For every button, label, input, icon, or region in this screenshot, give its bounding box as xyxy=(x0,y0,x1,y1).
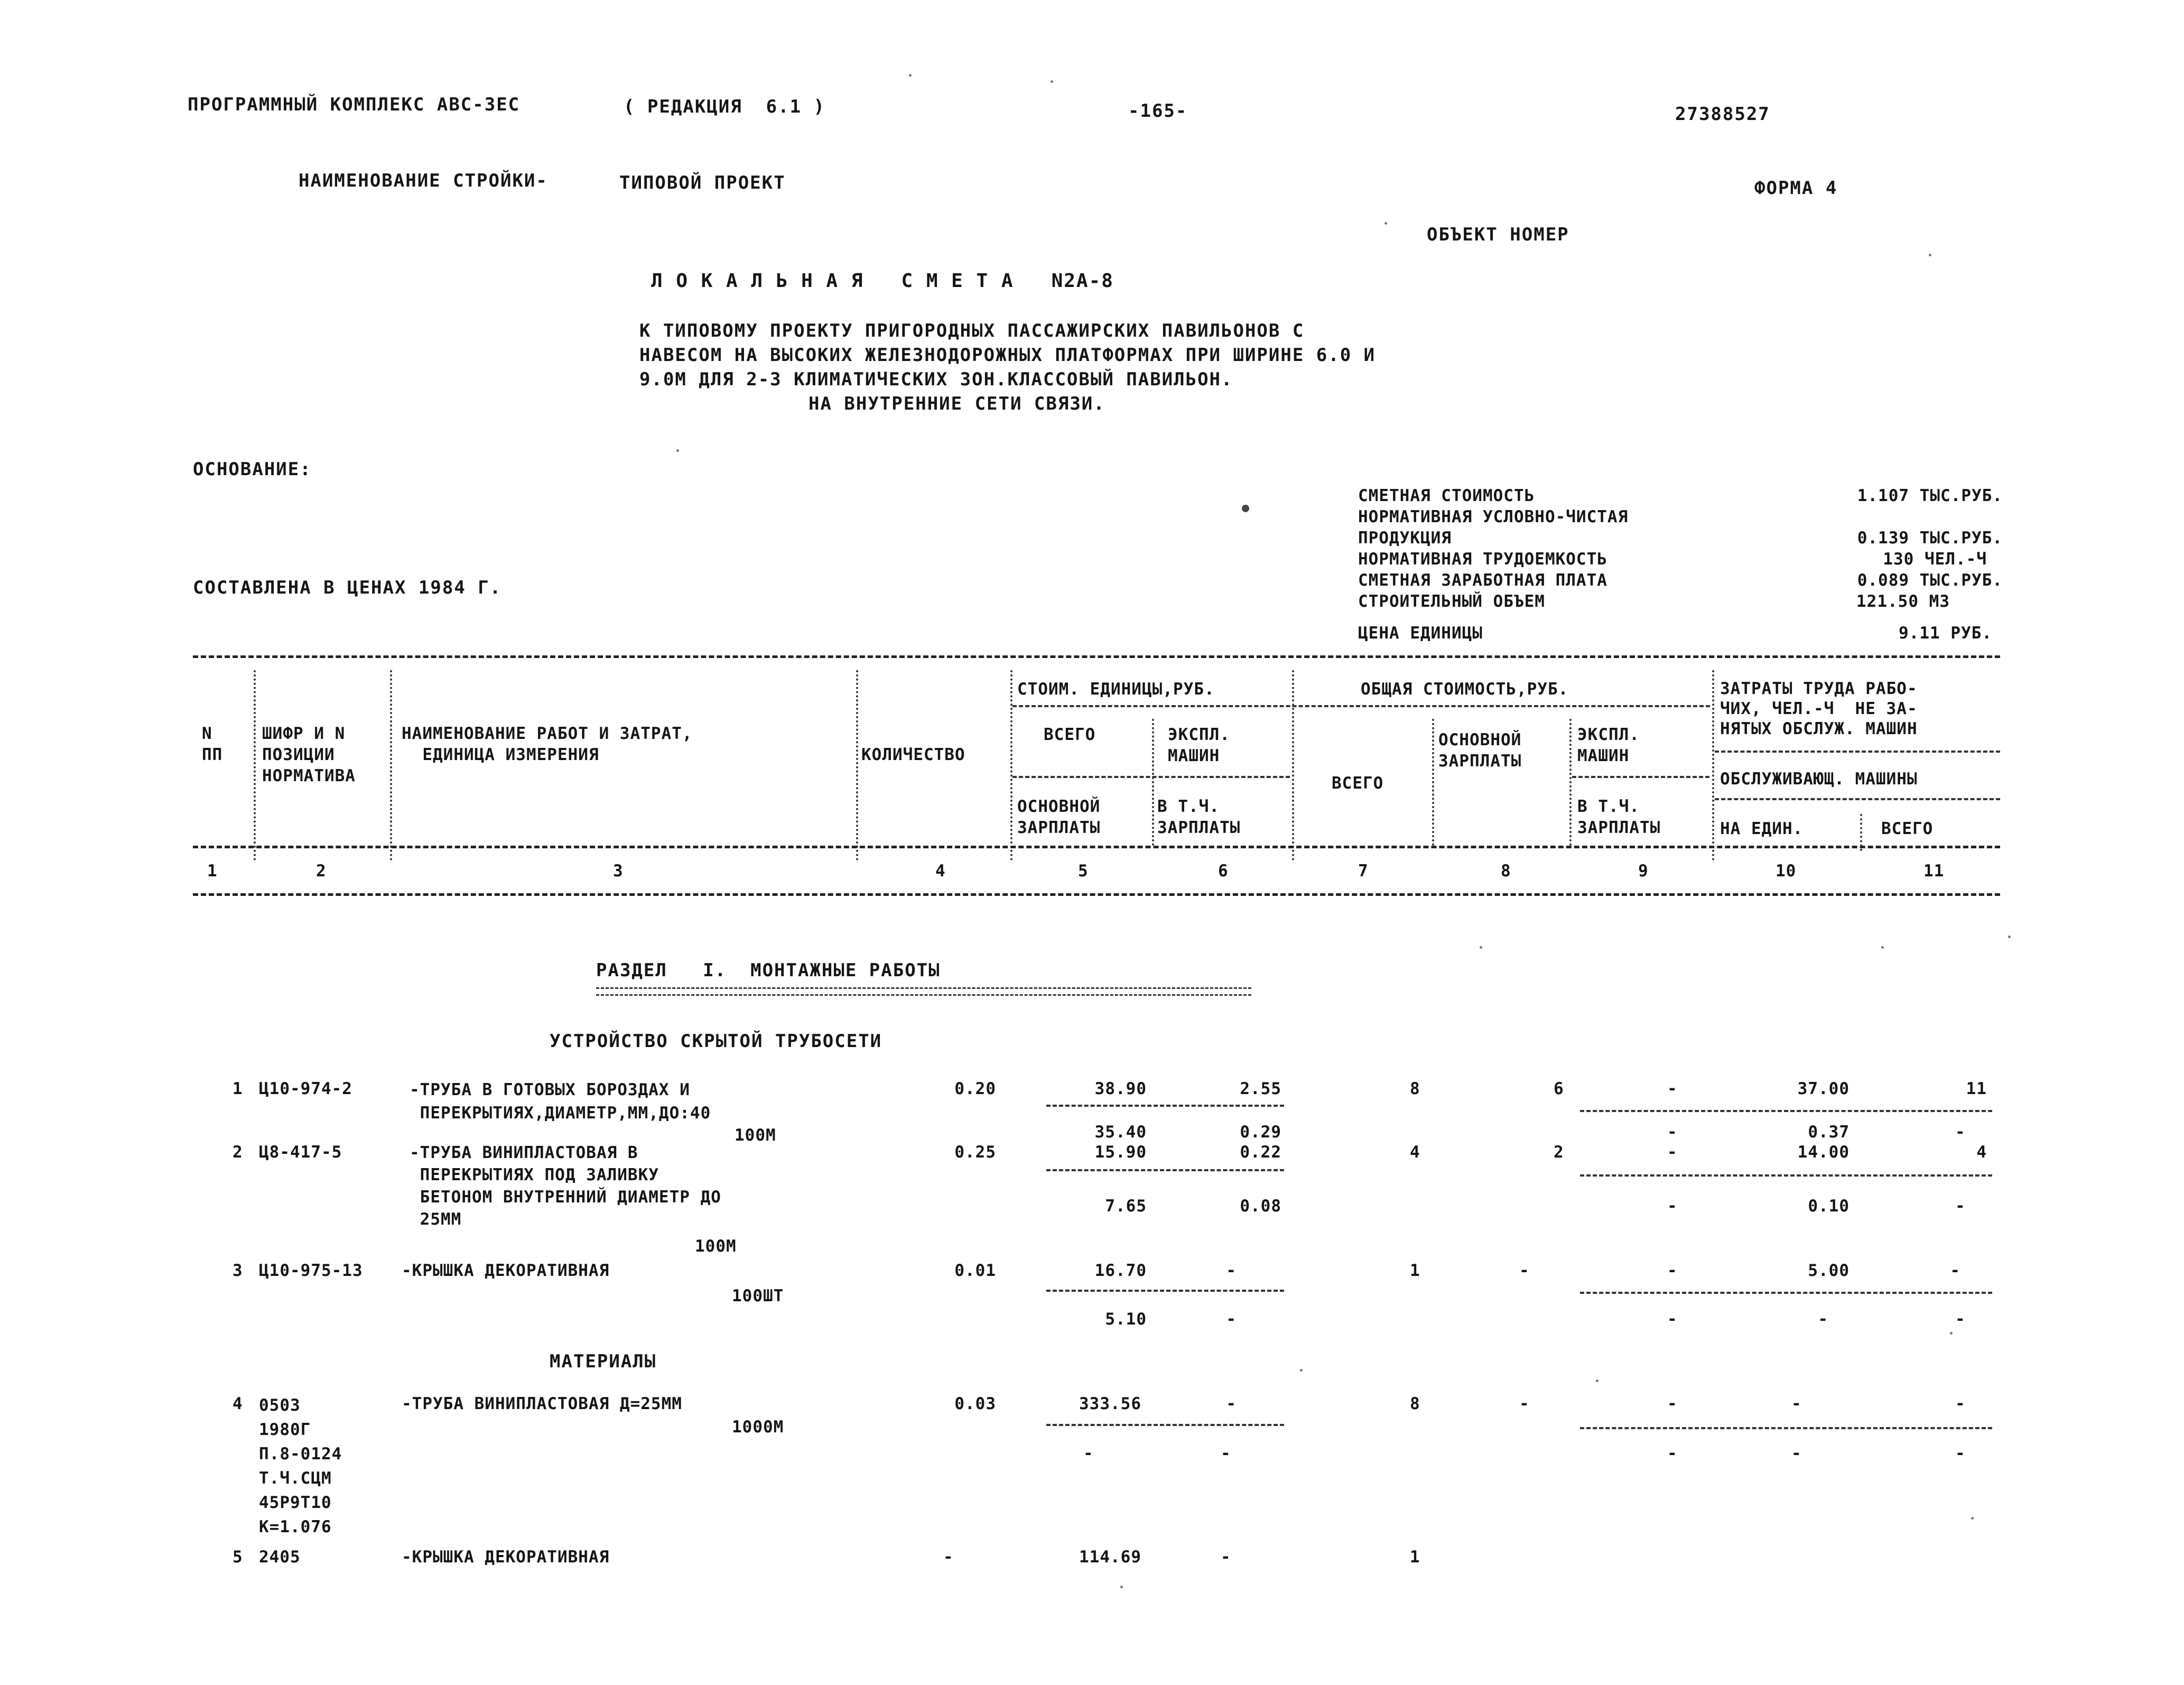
row-dash: - xyxy=(1667,1310,1678,1329)
labor-machine-header: ОБСЛУЖИВАЮЩ. МАШИНЫ xyxy=(1720,770,1918,789)
unit-cost-header: СТОИМ. ЕДИНИЦЫ,РУБ. xyxy=(1017,680,1215,699)
labor-unit-header: НА ЕДИН. xyxy=(1720,819,1804,838)
row-unit: 100М xyxy=(735,1126,776,1145)
scan-speck xyxy=(1051,80,1053,83)
row-labor-unit: 37.00 xyxy=(1797,1079,1850,1098)
summary-value: 130 ЧЕЛ.-Ч xyxy=(1883,550,1987,569)
scan-speck xyxy=(1881,946,1884,949)
scan-speck xyxy=(1480,946,1482,949)
scan-speck xyxy=(2008,936,2011,938)
scan-speck xyxy=(1596,1380,1598,1382)
column-divider xyxy=(856,670,858,860)
table-top-rule xyxy=(193,655,2000,658)
column-divider xyxy=(1292,670,1294,860)
row-unit-total: 114.69 xyxy=(1079,1548,1141,1567)
scan-speck xyxy=(1929,254,1931,256)
row-quantity: 0.01 xyxy=(954,1261,996,1280)
summary-value: 9.11 РУБ. xyxy=(1899,624,1992,643)
row-unit-machine: 0.22 xyxy=(1240,1143,1281,1162)
col-header-3: НАИМЕНОВАНИЕ РАБОТ И ЗАТРАТ, ЕДИНИЦА ИЗМЕРЕНИЯ xyxy=(402,724,693,764)
materials-title: МАТЕРИАЛЫ xyxy=(550,1351,657,1372)
row-name: -КРЫШКА ДЕКОРАТИВНАЯ xyxy=(402,1548,610,1567)
row-unit-incl-salary: 0.29 xyxy=(1240,1123,1281,1142)
header-rule xyxy=(1715,798,2000,800)
row-rule xyxy=(1046,1169,1284,1171)
scan-speck xyxy=(1300,1369,1303,1372)
row-rule xyxy=(1580,1110,1992,1112)
row-rule xyxy=(1580,1174,1992,1177)
row-number: 4 xyxy=(233,1394,243,1413)
total-base-salary-header: ОСНОВНОЙ ЗАРПЛАТЫ xyxy=(1438,730,1522,771)
estimate-title: Л О К А Л Ь Н А Я С М Е Т А N2А-8 xyxy=(651,270,1114,292)
summary-label: НОРМАТИВНАЯ ТРУДОЕМКОСТЬ xyxy=(1358,550,1607,569)
row-total-base-salary: - xyxy=(1519,1261,1530,1280)
row-unit-machine: - xyxy=(1221,1548,1231,1567)
col-number: 10 xyxy=(1776,862,1797,881)
unit-machine-header: ЭКСПЛ. МАШИН xyxy=(1168,725,1230,765)
row-unit-total: 38.90 xyxy=(1094,1079,1147,1098)
section-title: РАЗДЕЛ I. МОНТАЖНЫЕ РАБОТЫ xyxy=(596,960,941,981)
section-underline xyxy=(596,987,1251,996)
row-labor-unit-b: - xyxy=(1818,1310,1828,1329)
row-unit-incl-salary: - xyxy=(1226,1310,1237,1329)
row-unit-total: 16.70 xyxy=(1094,1261,1147,1280)
row-total-base-salary: 2 xyxy=(1554,1143,1564,1162)
column-divider xyxy=(1010,670,1012,860)
row-unit-machine: 2.55 xyxy=(1240,1079,1281,1098)
row-labor-total: - xyxy=(1950,1261,1960,1280)
unit-base-salary-header: ОСНОВНОЙ ЗАРПЛАТЫ xyxy=(1017,797,1101,837)
row-code: 0503 1980Г П.8-0124 Т.Ч.СЦМ 45Р9Т10 К=1.076 xyxy=(259,1396,342,1536)
summary-value: 0.139 ТЫС.РУБ. xyxy=(1857,529,2003,548)
prices-year: СОСТАВЛЕНА В ЦЕНАХ 1984 Г. xyxy=(193,577,502,598)
subsection-title: УСТРОЙСТВО СКРЫТОЙ ТРУБОСЕТИ xyxy=(550,1031,882,1052)
row-code: Ц8-417-5 xyxy=(259,1143,342,1162)
row-total-base-salary: - xyxy=(1519,1394,1530,1413)
row-labor-unit: 14.00 xyxy=(1797,1143,1850,1162)
col-number: 8 xyxy=(1501,862,1511,881)
col-number: 9 xyxy=(1638,862,1649,881)
row-unit-base-salary: 35.40 xyxy=(1094,1123,1147,1142)
col-header-2: ШИФР И N ПОЗИЦИИ НОРМАТИВА xyxy=(262,724,356,785)
header-numbers-top-rule xyxy=(193,846,2000,848)
summary-value: 1.107 ТЫС.РУБ. xyxy=(1857,486,2003,505)
row-dash: - xyxy=(1955,1123,1966,1142)
row-number: 1 xyxy=(233,1079,243,1098)
row-dash: - xyxy=(1955,1310,1966,1329)
row-total: 8 xyxy=(1410,1079,1420,1098)
row-labor-unit: 5.00 xyxy=(1808,1261,1850,1280)
unit-total-header: ВСЕГО xyxy=(1044,725,1096,744)
row-labor-unit-b: - xyxy=(1791,1444,1802,1463)
construction-value: ТИПОВОЙ ПРОЕКТ xyxy=(619,172,786,193)
row-total: 1 xyxy=(1410,1261,1420,1280)
row-total-machine: - xyxy=(1667,1143,1678,1162)
row-labor-unit-b: 0.10 xyxy=(1808,1197,1850,1216)
col-number: 6 xyxy=(1218,862,1229,881)
total-all-header: ВСЕГО xyxy=(1332,774,1384,793)
col-number: 4 xyxy=(935,862,946,881)
labor-total-header: ВСЕГО xyxy=(1881,819,1934,838)
row-name: -ТРУБА ВИНИПЛАСТОВАЯ Д=25ММ xyxy=(402,1394,682,1413)
summary-label: СМЕТНАЯ ЗАРАБОТНАЯ ПЛАТА xyxy=(1358,571,1607,590)
form-number: ФОРМА 4 xyxy=(1754,178,1838,199)
row-quantity: 0.03 xyxy=(954,1394,996,1413)
header-rule xyxy=(1715,751,2000,753)
row-rule xyxy=(1046,1105,1284,1107)
summary-label: НОРМАТИВНАЯ УСЛОВНО-ЧИСТАЯ xyxy=(1358,507,1629,526)
row-unit: 100ШТ xyxy=(732,1286,784,1306)
summary-label: ЦЕНА ЕДИНИЦЫ xyxy=(1358,624,1483,643)
edition: ( РЕДАКЦИЯ 6.1 ) xyxy=(624,96,825,117)
total-incl-salary-header: В Т.Ч. ЗАРПЛАТЫ xyxy=(1577,797,1661,837)
col-number: 2 xyxy=(316,862,327,881)
row-name: -КРЫШКА ДЕКОРАТИВНАЯ xyxy=(402,1261,610,1280)
row-code: Ц10-974-2 xyxy=(259,1079,352,1098)
row-unit-base-salary: - xyxy=(1083,1444,1094,1463)
row-quantity: 0.20 xyxy=(954,1079,996,1098)
row-dash: - xyxy=(1955,1444,1966,1463)
column-divider xyxy=(1569,719,1572,846)
total-machine-header: ЭКСПЛ. МАШИН xyxy=(1577,725,1640,765)
summary-label: СТРОИТЕЛЬНЫЙ ОБЪЕМ xyxy=(1358,592,1545,611)
row-number: 5 xyxy=(233,1548,243,1567)
page-number: -165- xyxy=(1128,100,1188,122)
row-quantity: 0.25 xyxy=(954,1143,996,1162)
col-number: 11 xyxy=(1923,862,1945,881)
unit-incl-salary-header: В Т.Ч. ЗАРПЛАТЫ xyxy=(1157,797,1241,837)
header-rule xyxy=(1572,776,1709,778)
row-unit-base-salary: 5.10 xyxy=(1105,1310,1147,1329)
scan-speck xyxy=(1120,1586,1123,1588)
col-number: 7 xyxy=(1358,862,1369,881)
row-labor-unit: - xyxy=(1791,1394,1802,1413)
row-unit-total: 333.56 xyxy=(1079,1394,1141,1413)
scan-speck xyxy=(1384,222,1387,225)
title-line-1: К ТИПОВОМУ ПРОЕКТУ ПРИГОРОДНЫХ ПАССАЖИРСКИХ ПАВИЛЬОНОВ С xyxy=(639,320,1305,341)
scan-speck xyxy=(1242,505,1249,512)
row-unit-machine: - xyxy=(1226,1394,1237,1413)
row-unit-incl-salary: 0.08 xyxy=(1240,1197,1281,1216)
row-labor-total: 11 xyxy=(1966,1079,1987,1098)
row-labor-unit-b: 0.37 xyxy=(1808,1123,1850,1142)
col-header-4: КОЛИЧЕСТВО xyxy=(861,745,965,764)
row-labor-total: 4 xyxy=(1976,1143,1987,1162)
row-rule xyxy=(1580,1427,1992,1429)
row-code: 2405 xyxy=(259,1548,301,1567)
document-code: 27388527 xyxy=(1675,104,1770,125)
summary-value: 0.089 ТЫС.РУБ. xyxy=(1857,571,2003,590)
scan-speck xyxy=(1971,1517,1974,1520)
row-unit-total: 15.90 xyxy=(1094,1143,1147,1162)
summary-label: СМЕТНАЯ СТОИМОСТЬ xyxy=(1358,486,1535,505)
row-total-base-salary: 6 xyxy=(1554,1079,1564,1098)
header-rule xyxy=(1012,705,1710,707)
col-header-1: N ПП xyxy=(202,724,223,764)
row-quantity: - xyxy=(943,1548,954,1567)
labor-header: ЗАТРАТЫ ТРУДА РАБО- ЧИХ, ЧЕЛ.-Ч НЕ ЗА- НЯТЫХ ОБСЛУЖ. МАШИН xyxy=(1720,679,1918,738)
summary-value: 121.50 М3 xyxy=(1856,592,1950,611)
scan-speck xyxy=(676,449,679,452)
scan-speck xyxy=(909,74,912,77)
program-name: ПРОГРАММНЫЙ КОМПЛЕКС АВС-ЗЕС xyxy=(188,94,521,115)
row-dash: - xyxy=(1667,1123,1678,1142)
object-label: ОБЪЕКТ НОМЕР xyxy=(1427,224,1569,245)
title-line-2: НАВЕСОМ НА ВЫСОКИХ ЖЕЛЕЗНОДОРОЖНЫХ ПЛАТФОРМАХ ПРИ ШИРИНЕ 6.0 И xyxy=(639,345,1376,366)
row-rule xyxy=(1580,1292,1992,1294)
row-total-machine: - xyxy=(1667,1394,1678,1413)
column-divider xyxy=(254,670,256,860)
basis-label: ОСНОВАНИЕ: xyxy=(193,459,312,480)
row-total: 1 xyxy=(1410,1548,1420,1567)
row-number: 2 xyxy=(233,1143,243,1162)
summary-label: ПРОДУКЦИЯ xyxy=(1358,529,1452,548)
scan-speck xyxy=(1950,1332,1953,1335)
row-rule xyxy=(1046,1290,1284,1292)
column-divider xyxy=(1712,670,1714,860)
title-line-3: 9.0М ДЛЯ 2-3 КЛИМАТИЧЕСКИХ ЗОН.КЛАССОВЫЙ ПАВИЛЬОН. xyxy=(639,369,1233,390)
header-rule xyxy=(1012,776,1290,778)
row-total: 8 xyxy=(1410,1394,1420,1413)
row-total-machine: - xyxy=(1667,1079,1678,1098)
header-bottom-rule xyxy=(193,893,2000,896)
row-name: -ТРУБА ВИНИПЛАСТОВАЯ В ПЕРЕКРЫТИЯХ ПОД ЗАЛИВКУ БЕТОНОМ ВНУТРЕННИЙ ДИАМЕТР ДО 25ММ xyxy=(410,1143,721,1229)
row-labor-total: - xyxy=(1955,1394,1966,1413)
construction-label: НАИМЕНОВАНИЕ СТРОЙКИ- xyxy=(299,170,548,191)
title-line-4: НА ВНУТРЕННИЕ СЕТИ СВЯЗИ. xyxy=(808,393,1105,414)
row-dash: - xyxy=(1955,1197,1966,1216)
row-total-machine: - xyxy=(1667,1261,1678,1280)
column-divider xyxy=(1152,719,1154,846)
row-total: 4 xyxy=(1410,1143,1420,1162)
row-name: -ТРУБА В ГОТОВЫХ БОРОЗДАХ И ПЕРЕКРЫТИЯХ,ДИАМЕТР,ММ,ДО:40 xyxy=(410,1080,711,1123)
row-dash: - xyxy=(1667,1444,1678,1463)
col-number: 5 xyxy=(1078,862,1089,881)
column-divider xyxy=(1432,719,1434,846)
column-divider xyxy=(390,670,392,860)
row-unit-base-salary: 7.65 xyxy=(1105,1197,1147,1216)
col-number: 3 xyxy=(613,862,624,881)
row-unit: 1000М xyxy=(732,1418,784,1437)
row-code: Ц10-975-13 xyxy=(259,1261,363,1280)
row-number: 3 xyxy=(233,1261,243,1280)
col-number: 1 xyxy=(207,862,218,881)
row-dash: - xyxy=(1667,1197,1678,1216)
row-unit-machine: - xyxy=(1226,1261,1237,1280)
row-unit: 100М xyxy=(695,1237,737,1256)
row-unit-incl-salary: - xyxy=(1221,1444,1231,1463)
row-rule xyxy=(1046,1424,1284,1426)
total-cost-header: ОБЩАЯ СТОИМОСТЬ,РУБ. xyxy=(1361,680,1569,699)
